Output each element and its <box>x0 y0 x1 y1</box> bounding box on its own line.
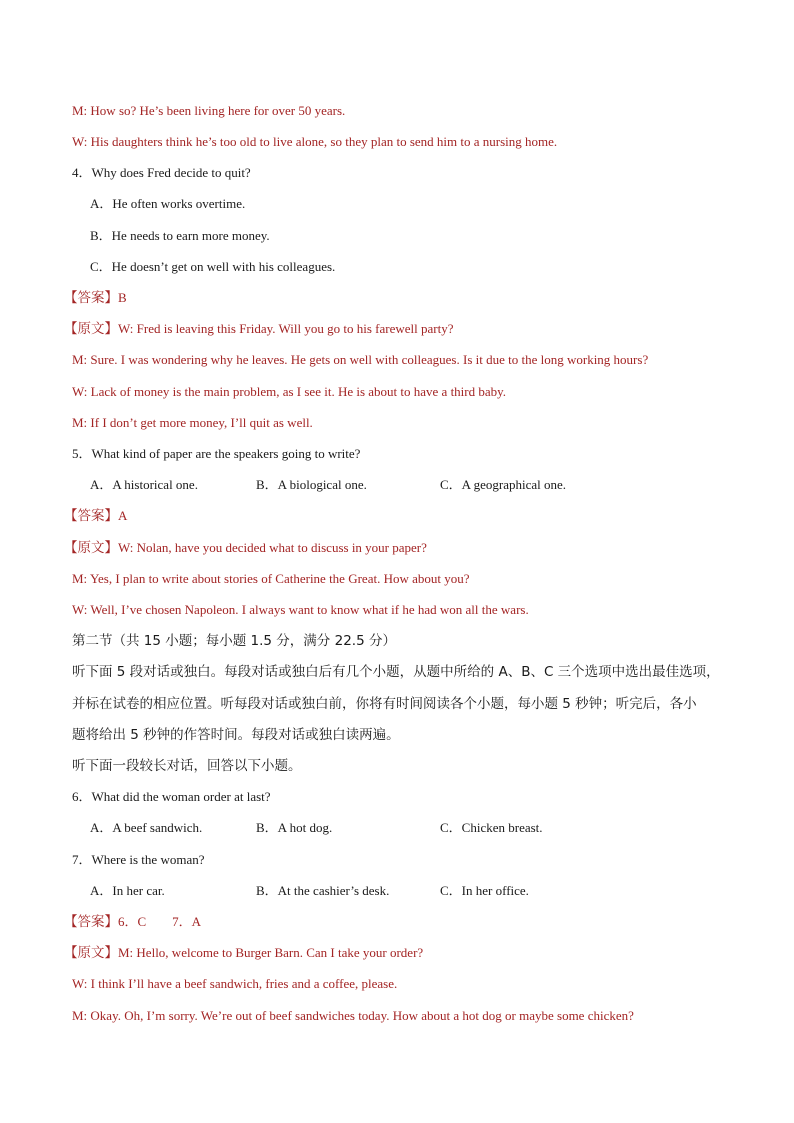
q6-option-b: B．A hot dog. <box>256 820 333 835</box>
script-label: 【原文】 <box>64 321 118 337</box>
script-line: W: Well, I’ve chosen Napoleon. I always want to know what if he had won all the wars. <box>72 602 529 617</box>
question-5: 5．What kind of paper are the speakers going to write? <box>72 446 361 461</box>
answer-value: A <box>118 508 128 523</box>
q4-script-first <box>64 320 734 338</box>
dialogue-line: W: His daughters think he’s too old to live alone, so they plan to send him to a nursing home. <box>72 134 558 149</box>
script-line: W: Nolan, have you decided what to discuss in your paper? <box>118 540 427 555</box>
script-line: W: Fred is leaving this Friday. Will you go to his farewell party? <box>118 321 454 336</box>
q7-option-c: C．In her office. <box>440 883 529 898</box>
q5-option-b: B．A biological one. <box>256 477 367 492</box>
q6-option-c: C．Chicken breast. <box>440 820 543 835</box>
q5-answer <box>64 507 734 525</box>
q5-option-a: A．A historical one. <box>90 477 198 492</box>
section-instructions: 并标在试卷的相应位置。听每段对话或独白前，你将有时间阅读各个小题，每小题 5 秒钟；听完后，各小 <box>72 696 697 712</box>
answer-label: 【答案】 <box>64 914 118 930</box>
script-label: 【原文】 <box>64 540 118 556</box>
q67-script-first <box>64 944 734 962</box>
script-line: M: Sure. I was wondering why he leaves. He gets on well with colleagues. Is it due to the long working hours? <box>72 352 649 367</box>
script-line: M: Yes, I plan to write about stories of Catherine the Great. How about you? <box>72 571 470 586</box>
section-instructions: 听下面 5 段对话或独白。每段对话或独白后有几个小题，从题中所给的 A、B、C 三个选项中选出最佳选项， <box>72 664 720 680</box>
answer-value: 6．C 7．A <box>118 914 202 929</box>
q5-script-first <box>64 539 734 557</box>
q4-option-b: B．He needs to earn more money. <box>90 228 270 243</box>
answer-value: B <box>118 290 127 305</box>
question-7: 7．Where is the woman? <box>72 852 205 867</box>
question-4: 4．Why does Fred decide to quit? <box>72 165 251 180</box>
script-line: M: Hello, welcome to Burger Barn. Can I take your order? <box>118 945 424 960</box>
q4-option-a: A．He often works overtime. <box>90 196 246 211</box>
q6-option-a: A．A beef sandwich. <box>90 820 203 835</box>
answer-label: 【答案】 <box>64 290 118 306</box>
script-line: M: If I don’t get more money, I’ll quit as well. <box>72 415 313 430</box>
q7-option-b: B．At the cashier’s desk. <box>256 883 390 898</box>
question-6: 6．What did the woman order at last? <box>72 789 271 804</box>
section-heading: 第二节（共 15 小题；每小题 1.5 分，满分 22.5 分） <box>72 633 396 649</box>
section-instructions: 题将给出 5 秒钟的作答时间。每段对话或独白读两遍。 <box>72 727 400 743</box>
q4-option-c: C．He doesn’t get on well with his colleagues. <box>90 259 336 274</box>
script-line: W: I think I’ll have a beef sandwich, fries and a coffee, please. <box>72 976 398 991</box>
q7-option-a: A．In her car. <box>90 883 165 898</box>
q5-option-c: C．A geographical one. <box>440 477 566 492</box>
sub-instruction: 听下面一段较长对话，回答以下小题。 <box>72 758 302 774</box>
script-line: M: Okay. Oh, I’m sorry. We’re out of beef sandwiches today. How about a hot dog or maybe some chicken? <box>72 1008 634 1023</box>
script-label: 【原文】 <box>64 945 118 961</box>
dialogue-line: M: How so? He’s been living here for over 50 years. <box>72 103 346 118</box>
answer-label: 【答案】 <box>64 508 118 524</box>
q4-answer <box>64 289 734 307</box>
q67-answer <box>64 913 734 931</box>
script-line: W: Lack of money is the main problem, as I see it. He is about to have a third baby. <box>72 384 507 399</box>
